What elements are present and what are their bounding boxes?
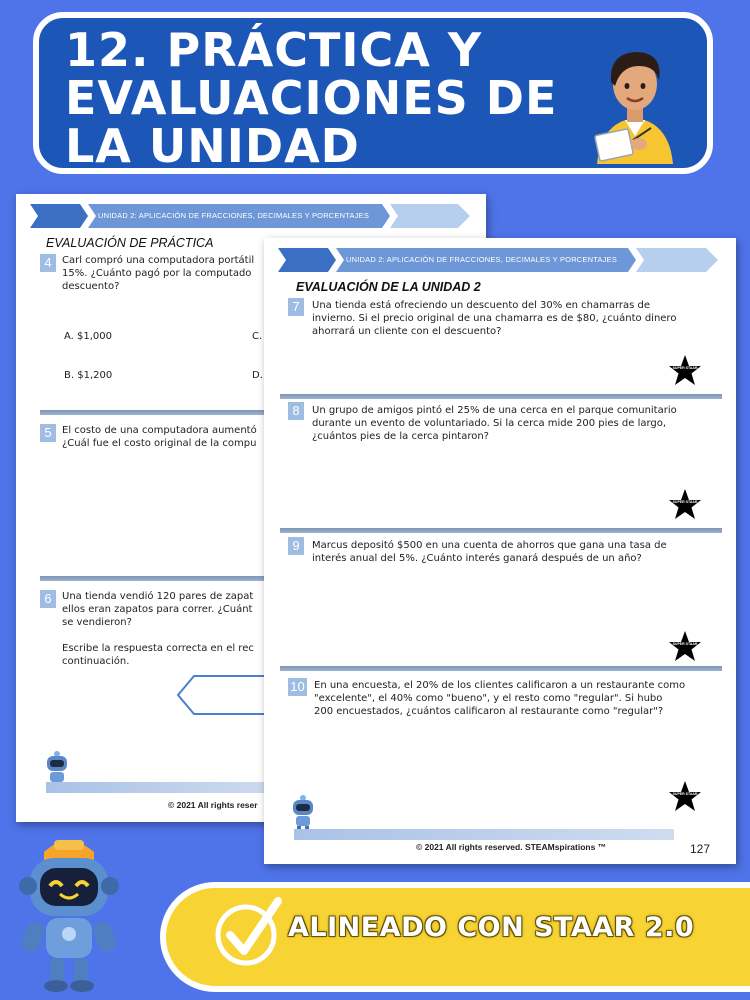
footer-bar xyxy=(294,829,674,840)
footer-bar xyxy=(46,782,286,793)
ribbon-text: UNIDAD 2: APLICACIÓN DE FRACCIONES, DECIMALES Y PORCENTAJES xyxy=(98,211,370,220)
star-label: SUPER STAAR xyxy=(672,792,698,796)
question-divider xyxy=(40,410,280,415)
question-divider xyxy=(280,666,722,671)
star-label: SUPER STAAR xyxy=(672,642,698,646)
star-label: SUPER STAAR xyxy=(672,500,698,504)
question-divider xyxy=(40,576,280,581)
star-label: SUPER STAAR xyxy=(672,366,698,370)
copyright: © 2021 All rights reserved. STEAMspirations ™ xyxy=(416,842,607,852)
question-text: Un grupo de amigos pintó el 25% de una cerca en el parque comunitario durante un evento de voluntariado. Si la cerca mide 200 pies de largo, ¿cuántos pies de la cerca pintaron? xyxy=(312,405,677,442)
question-number: 7 xyxy=(288,298,304,316)
robot-mascot-icon xyxy=(10,830,128,995)
boy-writing-icon xyxy=(575,36,695,166)
badge-text: ALINEADO CON STAAR 2.0 xyxy=(288,912,695,943)
question-number: 6 xyxy=(40,590,56,608)
star-icon xyxy=(668,780,702,814)
checkmark-icon xyxy=(212,893,284,971)
option-b[interactable]: B. $1,200 xyxy=(64,370,113,381)
page-number: 127 xyxy=(690,842,711,856)
star-icon xyxy=(668,488,702,522)
question-instruction: Escribe la respuesta correcta en el rec continuación. xyxy=(62,643,254,667)
title-banner xyxy=(33,12,713,174)
question-number: 9 xyxy=(288,537,304,555)
ribbon-text: UNIDAD 2: APLICACIÓN DE FRACCIONES, DECIMALES Y PORCENTAJES xyxy=(346,255,618,264)
question-text: Una tienda está ofreciendo un descuento del 30% en chamarras de invierno. Si el precio original de una chamarra es de $80, ¿cuánto dinero ahorrará un cliente con el descuento? xyxy=(312,300,677,337)
banner-title: 12. PRÁCTICA Y EVALUACIONES DE LA UNIDAD xyxy=(65,23,558,173)
option-d[interactable]: D. xyxy=(252,370,263,381)
copyright: © 2021 All rights reser xyxy=(168,800,258,810)
question-number: 5 xyxy=(40,424,56,442)
question-divider xyxy=(280,394,722,399)
question-text: El costo de una computadora aumentó ¿Cuál fue el costo original de la compu xyxy=(62,425,257,449)
question-number: 4 xyxy=(40,254,56,272)
question-text: En una encuesta, el 20% de los clientes calificaron a un restaurante como "excelente", el 40% como "bueno", y el resto como "regular". Si hubo 200 encuestados, ¿cuántos calificaron al restaurante como "regular"? xyxy=(314,680,686,717)
question-number: 8 xyxy=(288,402,304,420)
option-a[interactable]: A. $1,000 xyxy=(64,331,113,342)
practice-heading: EVALUACIÓN DE PRÁCTICA xyxy=(46,236,214,250)
question-number: 10 xyxy=(288,678,307,696)
question-text: Marcus depositó $500 en una cuenta de ahorros que gana una tasa de interés anual del 5%. ¿Cuánto interés ganará después de un año? xyxy=(312,540,667,564)
question-divider xyxy=(280,528,722,533)
question-text: Una tienda vendió 120 pares de zapat ellos eran zapatos para correr. ¿Cuánt se vendieron? xyxy=(62,591,254,628)
option-c[interactable]: C. xyxy=(252,331,263,342)
question-text: Carl compró una computadora portátil 15%. ¿Cuánto pagó por la computado descuento? xyxy=(62,255,255,292)
star-icon xyxy=(668,354,702,388)
unit-heading: EVALUACIÓN DE LA UNIDAD 2 xyxy=(296,280,481,294)
unit-assessment-page xyxy=(264,238,736,864)
star-icon xyxy=(668,630,702,664)
